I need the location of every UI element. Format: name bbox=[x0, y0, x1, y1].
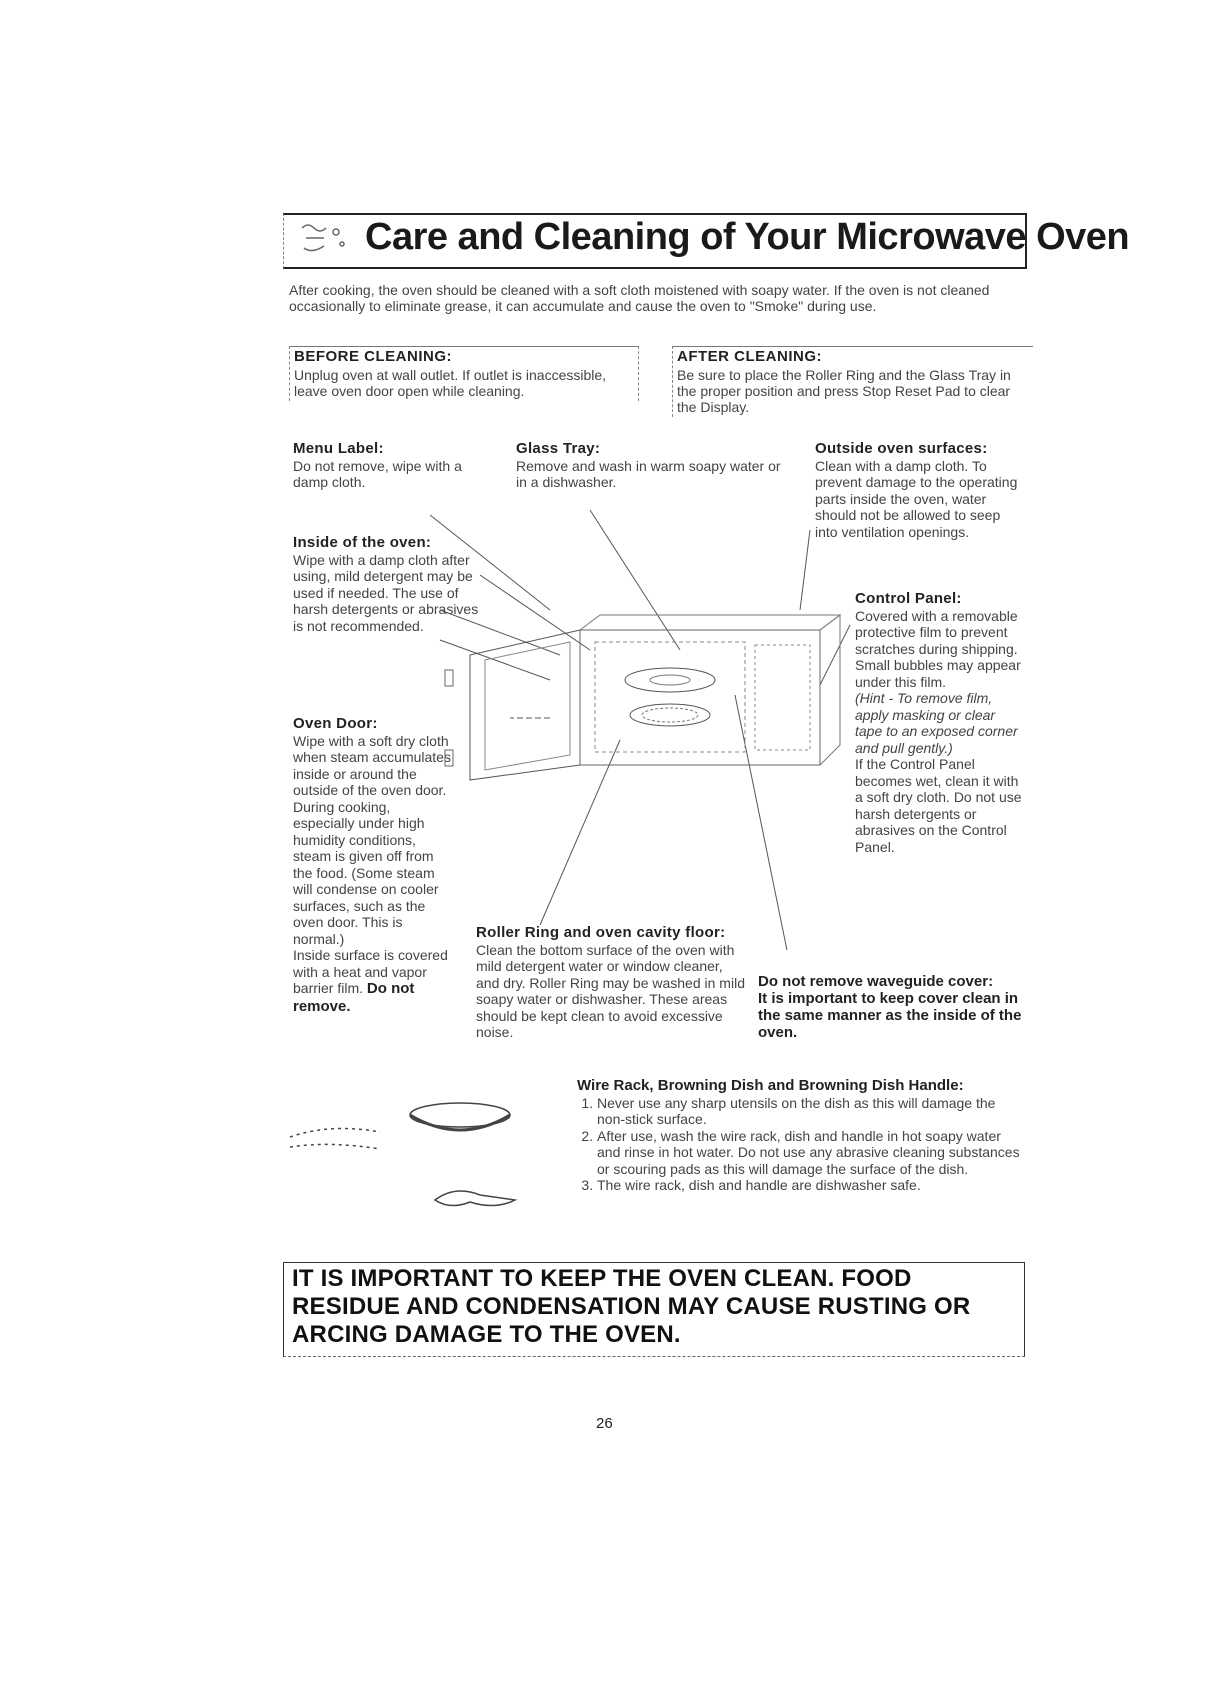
oven-door-heading: Oven Door: bbox=[293, 715, 378, 732]
waveguide-text: It is important to keep cover clean in the same manner as the inside of the oven. bbox=[758, 990, 1022, 1041]
menu-label-text: Do not remove, wipe with a damp cloth. bbox=[293, 457, 462, 490]
intro-text: After cooking, the oven should be cleaned with a soft cloth moistened with soapy water. If the oven is not cleaned occasionally to eliminate grease, it can accumulate and cause the oven to "Smoke" during use. bbox=[289, 282, 990, 314]
oven-door-section bbox=[293, 716, 453, 1015]
control-panel-section bbox=[855, 591, 1025, 855]
waveguide-note bbox=[758, 973, 1026, 1041]
outside-surfaces-heading: Outside oven surfaces: bbox=[815, 440, 988, 457]
after-cleaning-heading: AFTER CLEANING: bbox=[677, 348, 822, 365]
after-cleaning-box bbox=[672, 346, 1033, 417]
page-number: 26 bbox=[596, 1415, 613, 1432]
inside-oven-heading: Inside of the oven: bbox=[293, 534, 432, 551]
control-panel-callout bbox=[820, 625, 850, 685]
warning-text: IT IS IMPORTANT TO KEEP THE OVEN CLEAN. FOOD RESIDUE AND CONDENSATION MAY CAUSE RUSTING OR ARCING DAMAGE TO THE OVEN. bbox=[292, 1265, 971, 1348]
inside-oven-text: Wipe with a damp cloth after using, mild detergent may be used if needed. The use of harsh detergents or abrasives is not recommended. bbox=[293, 551, 479, 634]
wire-rack-section bbox=[577, 1078, 1027, 1194]
menu-label-heading: Menu Label: bbox=[293, 440, 384, 457]
before-cleaning-text: Unplug oven at wall outlet. If outlet is inaccessible, leave oven door open while cleaning. bbox=[294, 367, 607, 399]
oven-door-do-not-remove: Do not remove. bbox=[293, 980, 415, 1015]
microwave-illustration bbox=[430, 480, 870, 950]
control-panel-bullet-1: Covered with a removable protective film to prevent scratches during shipping. Small bubbles may appear under this film. bbox=[855, 607, 1021, 690]
outside-surfaces-text: Clean with a damp cloth. To prevent damage to the operating parts inside the oven, water should not be allowed to seep into ventilation openings. bbox=[815, 457, 1018, 540]
oven-door-text-1: Wipe with a soft dry cloth when steam accumulates inside or around the outside of the oven door. During cooking, especially under high humidity conditions, steam is given off from the food. (Some steam will condense on cooler surfaces, such as the oven door. This is normal.) bbox=[293, 732, 451, 947]
glass-tray-heading: Glass Tray: bbox=[516, 440, 601, 457]
wire-rack-dish-illustration bbox=[285, 1085, 555, 1225]
before-cleaning-heading: BEFORE CLEANING: bbox=[294, 348, 452, 365]
wire-rack-item-3: 3. The wire rack, dish and handle are dishwasher safe. bbox=[597, 1177, 1027, 1194]
dish-handle-icon bbox=[435, 1191, 515, 1206]
control-panel-heading: Control Panel: bbox=[855, 590, 962, 607]
after-cleaning-text: Be sure to place the Roller Ring and the Glass Tray in the proper position and press Stop Reset Pad to clear the Display. bbox=[677, 367, 1011, 415]
wire-rack-heading: Wire Rack, Browning Dish and Browning Dish Handle: bbox=[577, 1077, 964, 1094]
control-panel-bullet-2: If the Control Panel becomes wet, clean it with a soft dry cloth. Do not use harsh detergents or abrasives on the Control Panel. bbox=[855, 756, 1022, 855]
roller-ring-callout bbox=[540, 740, 620, 925]
oven-door-text-2: Inside surface is covered with a heat and vapor barrier film. bbox=[293, 947, 448, 996]
control-panel-hint: (Hint - To remove film, apply masking or clear tape to an exposed corner and pull gently.) bbox=[855, 690, 1018, 756]
wire-rack-icon bbox=[290, 1128, 380, 1137]
page-title: Care and Cleaning of Your Microwave Oven bbox=[365, 216, 1130, 258]
before-cleaning-box bbox=[289, 346, 639, 401]
glass-tray-text: Remove and wash in warm soapy water or in a dishwasher. bbox=[516, 457, 781, 490]
roller-ring-text: Clean the bottom surface of the oven with mild detergent water or window cleaner, and dry. Roller Ring may be washed in mild soapy water or dishwasher. These areas should be kept clean to avoid excessive noise. bbox=[476, 941, 745, 1040]
waveguide-callout bbox=[735, 695, 790, 950]
outside-callout bbox=[800, 530, 810, 610]
wire-rack-item-2: 2. After use, wash the wire rack, dish and handle in hot soapy water and rinse in hot water. Do not use any abrasive cleaning substances or scouring pads as this will damage the surface of the dish. bbox=[597, 1128, 1027, 1178]
menu-label-callout bbox=[430, 515, 550, 610]
glass-tray-callout bbox=[590, 510, 680, 650]
roller-ring-heading: Roller Ring and oven cavity floor: bbox=[476, 924, 726, 941]
wire-rack-item-1: 1. Never use any sharp utensils on the dish as this will damage the non-stick surface. bbox=[597, 1095, 1027, 1128]
cleaning-icon bbox=[292, 218, 352, 262]
waveguide-heading: Do not remove waveguide cover: bbox=[758, 973, 994, 990]
